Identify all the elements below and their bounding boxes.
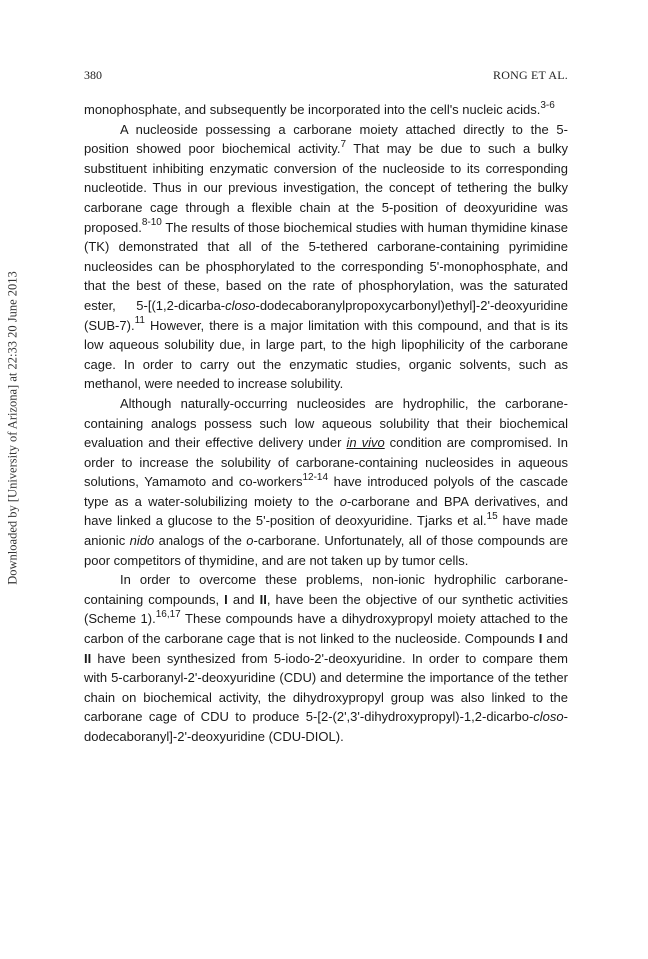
text-run: In order to overcome these problems, non-ionic hydrophilic carborane-containing compounds,	[84, 572, 568, 607]
text-run: These compounds have a dihydroxypropyl moiety attached to the carbon of the carborane cage that is not linked to the nucleoside. Compounds	[84, 611, 568, 647]
citation-superscript: 7	[340, 138, 347, 150]
paragraph-solubility	[84, 394, 568, 570]
italic-term: closo	[225, 297, 256, 313]
text-run: have introduced polyols of the cascade type as a water-solubilizing moiety to the	[84, 474, 568, 509]
compound-label: I	[224, 591, 228, 607]
text-run: -dodecaboranylpropoxycarbonyl)ethyl]-2'-deoxyuridine (SUB-7).	[84, 297, 568, 333]
citation-superscript: 12-14	[302, 471, 329, 483]
italic-underlined-term: in vivo	[346, 435, 385, 451]
compound-label: I	[538, 631, 543, 647]
text-run: analogs of the	[154, 533, 247, 549]
italic-term: o	[339, 493, 347, 509]
italic-term: nido	[129, 533, 155, 549]
download-notice	[2, 208, 24, 648]
text-run: However, there is a major limitation with this compound, and that is its low aqueous solubility due, in large part, to the high lipophilicity of the carborane cage. In order to carry out the enzymatic studies, organic solvents, such as methanol, were needed to increase solubility.	[84, 317, 568, 392]
citation-superscript: 8-10	[141, 217, 162, 229]
text-run: and	[542, 631, 568, 647]
download-notice-text: Downloaded by [University of Arizona] at 22:33 20 June 2013	[5, 271, 20, 585]
paragraph-carborane-moiety	[84, 120, 568, 394]
italic-term: o	[246, 533, 254, 549]
text-run: -dodecaboranyl]-2'-deoxyuridine (CDU-DIOL).	[84, 709, 568, 744]
citation-superscript: 16,17	[155, 609, 181, 621]
text-run: -carborane. Unfortunately, all of those compounds are poor competitors of thymidine, and are not taken up by tumor cells.	[84, 533, 569, 568]
citation-superscript: 3-6	[540, 99, 555, 111]
paragraph-hydrophilic-compounds	[84, 570, 568, 746]
italic-term: closo	[533, 709, 564, 725]
running-head-authors: RONG ET AL.	[493, 68, 568, 82]
text-run: have been synthesized from 5-iodo-2'-deoxyuridine. In order to compare them with 5-carboranyl-2'-deoxyuridine (CDU) and determine the importance of the tether chain on biochemical activity, the dihydroxypropyl group was also linked to the carborane cage of CDU to produce 5-[2-(2',3'-dihydroxypropyl)-1,2-dicarbo-	[84, 650, 568, 725]
text-run: A nucleoside possessing a carborane moiety attached directly to the 5-position showed poor biochemical activity.	[84, 121, 568, 157]
page-number: 380	[84, 68, 102, 82]
text-run: monophosphate, and subsequently be incorporated into the cell's nucleic acids.	[84, 102, 541, 117]
compound-label: II	[259, 591, 267, 607]
compound-label: II	[84, 650, 92, 666]
text-run: and	[227, 591, 260, 607]
article-body	[84, 100, 568, 747]
text-run: have made anionic	[84, 513, 568, 549]
citation-superscript: 11	[134, 315, 145, 327]
text-run: , have been the objective of our synthetic activities (Scheme 1).	[84, 591, 569, 627]
text-run: condition are compromised. In order to increase the solubility of carborane-containing nucleosides in aqueous solutions, Yamamoto and co-workers	[84, 435, 568, 490]
text-run: The results of those biochemical studies with human thymidine kinase (TK) demonstrated that all of the 5-tethered carborane-containing pyrimidine nucleosides can be phosphorylated to the corresponding 5'-monophosphate, and that the best of these, based on the rate of phosphorylation, was the saturated ester, 5-[(1,2-dicarba-	[84, 219, 568, 313]
citation-superscript: 15	[486, 511, 498, 523]
text-run: -carborane and BPA derivatives, and have linked a glucose to the 5'-position of deoxyuridine. Tjarks et al.	[84, 493, 568, 529]
text-run: Although naturally-occurring nucleosides are hydrophilic, the carborane-containing analogs possess such low aqueous solubility that their biochemical evaluation and their effective delivery under	[84, 395, 568, 451]
text-run: That may be due to such a bulky substituent inhibiting enzymatic conversion of the nucleoside to its corresponding nucleotide. Thus in our previous investigation, the concept of tethering the bulky carborane cage through a flexible chain at the 5-position of deoxyuridine was proposed.	[84, 141, 569, 235]
paragraph-continuation	[84, 100, 568, 120]
